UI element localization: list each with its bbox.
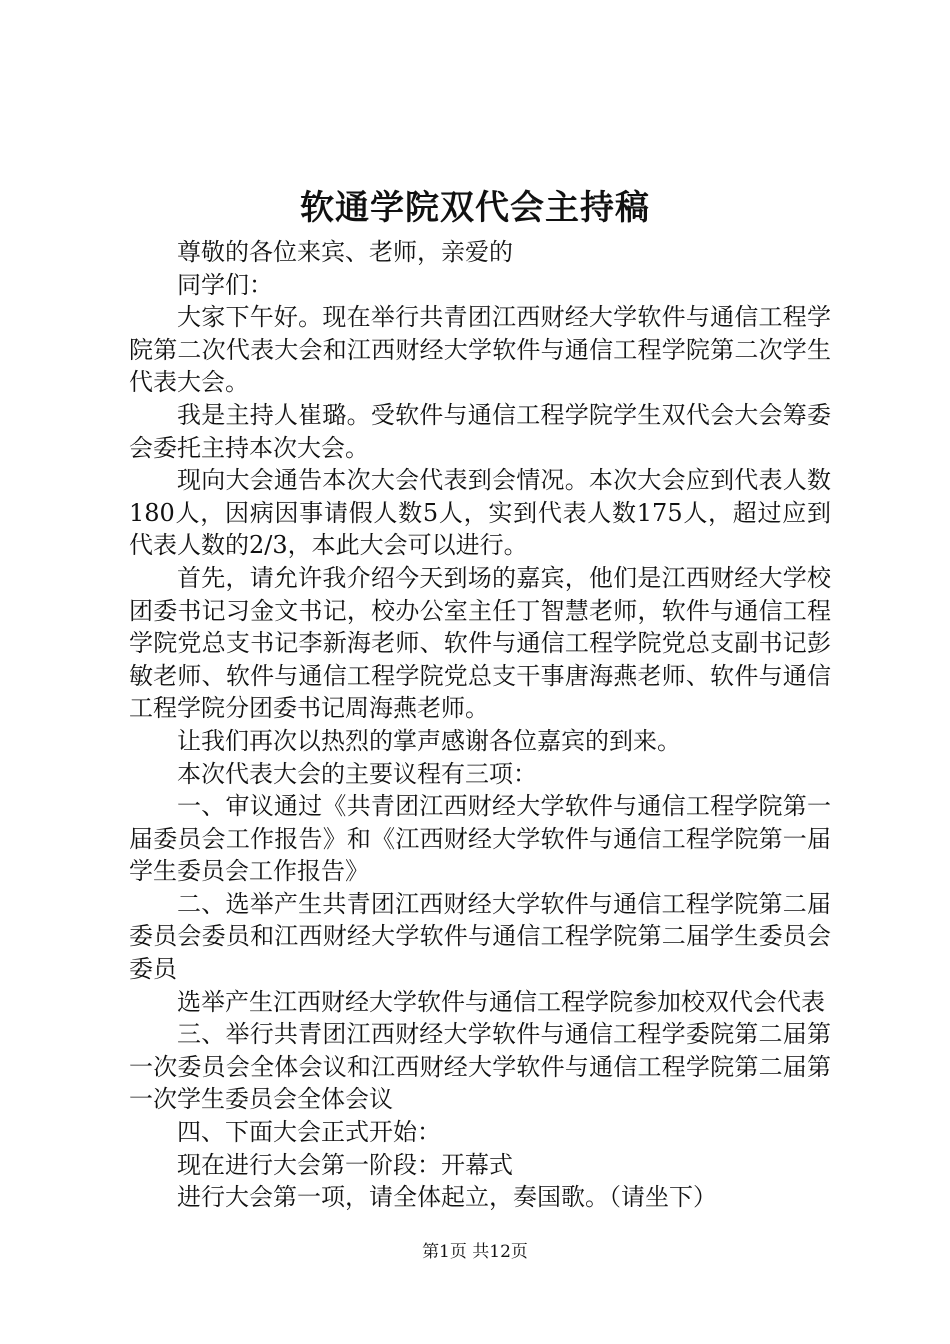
paragraph: 一、审议通过《共青团江西财经大学软件与通信工程学院第一届委员会工作报告》和《江西财经大学软件与通信工程学院第一届学生委员会工作报告》: [129, 792, 831, 886]
paragraph: 我是主持人崔璐。受软件与通信工程学院学生双代会大会筹委会委托主持本次大会。: [129, 400, 831, 462]
paragraph: 首先，请允许我介绍今天到场的嘉宾，他们是江西财经大学校团委书记习金文书记，校办公室主任丁智慧老师，软件与通信工程学院党总支书记李新海老师、软件与通信工程学院党总支副书记彭敏老师、软件与通信工程学院党总支干事唐海燕老师、软件与通信工程学院分团委书记周海燕老师。: [129, 563, 831, 723]
paragraph: 尊敬的各位来宾、老师，亲爱的: [177, 238, 513, 266]
document-body: [129, 236, 831, 1214]
paragraph: 选举产生江西财经大学软件与通信工程学院参加校双代会代表: [177, 987, 825, 1016]
paragraph: 现在进行大会第一阶段：开幕式: [177, 1150, 513, 1179]
page-footer: 第1页 共12页: [422, 1242, 528, 1262]
paragraph: 现向大会通告本次大会代表到会情况。本次大会应到代表人数180人，因病因事请假人数5人，实到代表人数175人，超过应到代表人数的2/3，本此大会可以进行。: [129, 466, 831, 560]
paragraph: 大家下午好。现在举行共青团江西财经大学软件与通信工程学院第二次代表大会和江西财经大学软件与通信工程学院第二次学生代表大会。: [129, 303, 831, 397]
paragraph: 让我们再次以热烈的掌声感谢各位嘉宾的到来。: [177, 726, 681, 755]
paragraph: 二、选举产生共青团江西财经大学软件与通信工程学院第二届委员会委员和江西财经大学软件与通信工程学院第二届学生委员会委员: [129, 889, 831, 984]
document-title: 软通学院双代会主持稿: [300, 188, 650, 228]
paragraph: 同学们：: [177, 270, 273, 299]
paragraph: 三、举行共青团江西财经大学软件与通信工程学委院第二届第一次委员会全体会议和江西财经大学软件与通信工程学院第二届第一次学生委员会全体会议: [129, 1020, 831, 1114]
paragraph: 四、下面大会正式开始：: [177, 1118, 441, 1147]
paragraph: 进行大会第一项，请全体起立，奏国歌。（请坐下）: [177, 1183, 717, 1212]
paragraph: 本次代表大会的主要议程有三项：: [177, 759, 537, 788]
